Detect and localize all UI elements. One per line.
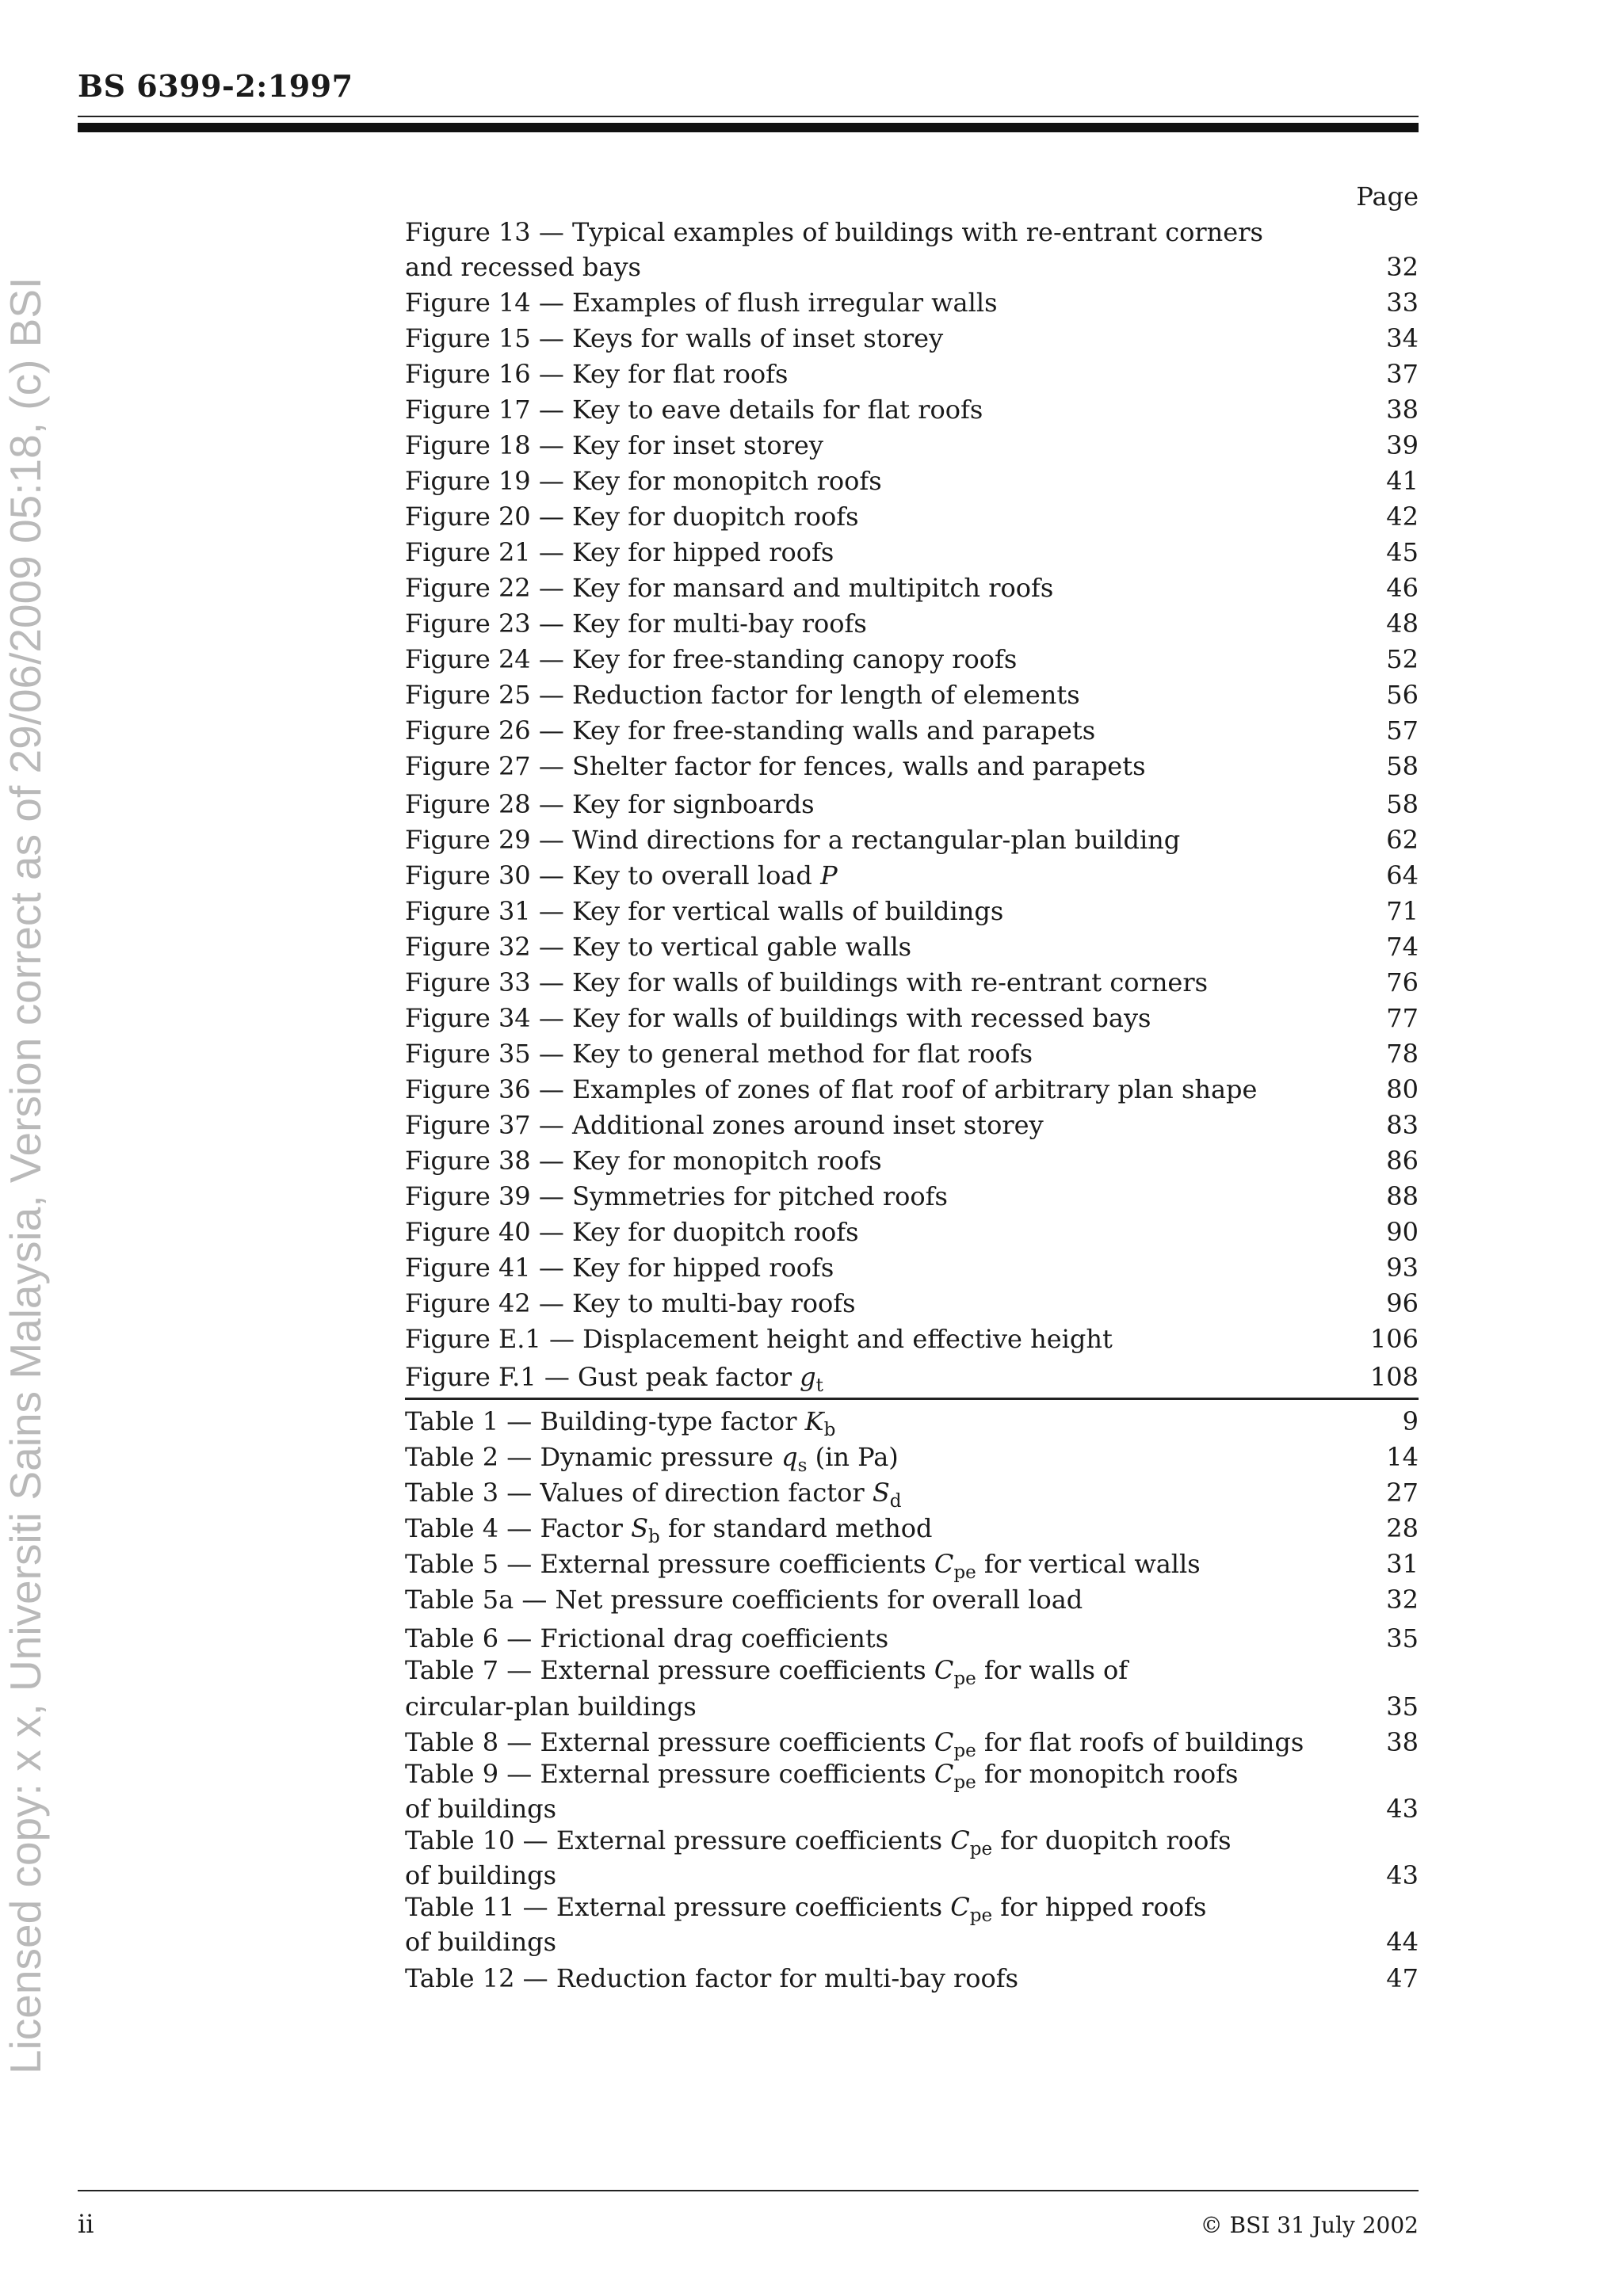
figure-entry-title [405, 608, 1386, 639]
figure-title-text: Figure 32 — Key to vertical gable walls [405, 932, 912, 962]
symbol-subscript: pe [969, 1838, 993, 1859]
figure-entry [405, 1354, 1419, 1396]
figure-title-text: Figure 26 — Key for free-standing walls and parapets [405, 715, 1096, 746]
table-title-text-cont: for flat roofs of buildings [983, 1727, 1304, 1757]
figure-page-number: 77 [1386, 1003, 1419, 1033]
figure-page-number: 46 [1386, 573, 1419, 603]
figures-list [405, 215, 1419, 1396]
figure-page-number: 33 [1386, 288, 1419, 318]
symbol-subscript: t [815, 1375, 823, 1396]
figure-title-text: Figure 15 — Keys for walls of inset storey [405, 323, 944, 353]
tables-list [405, 1401, 1419, 1993]
table-entry [405, 1615, 1419, 1653]
figure-entry [405, 1211, 1419, 1247]
figure-entry [405, 1318, 1419, 1354]
figure-entry-title [405, 1362, 1370, 1396]
figure-entry-title [405, 288, 1386, 318]
figure-entry [405, 962, 1419, 997]
figure-entry-title [405, 1217, 1386, 1247]
table-title-text: Table 4 — Factor [405, 1513, 623, 1543]
figure-page-number: 88 [1386, 1181, 1419, 1211]
figure-entry-title [405, 430, 1386, 460]
table-entry-title [405, 1794, 1386, 1824]
figure-entry-title [405, 715, 1386, 746]
table-entry [405, 1685, 1419, 1722]
figure-page-number: 41 [1386, 466, 1419, 496]
table-title-text: Table 6 — Frictional drag coefficients [405, 1623, 889, 1653]
table-title-text: Table 7 — External pressure coefficients [405, 1655, 926, 1685]
figure-title-text: Figure 37 — Additional zones around inset storey [405, 1110, 1044, 1140]
table-entry-title [405, 1892, 1419, 1926]
table-entry-title [405, 1727, 1386, 1761]
table-title-text-cont: for hipped roofs [1000, 1892, 1207, 1922]
table-title-text-cont: for walls of [983, 1655, 1128, 1685]
table-page-number: 35 [1386, 1691, 1419, 1722]
figure-title-text: Figure 24 — Key for free-standing canopy roofs [405, 644, 1018, 674]
symbol: g [800, 1362, 816, 1392]
table-entry-title [405, 1759, 1419, 1793]
figure-entry-title [405, 573, 1386, 603]
figure-title-text: Figure 20 — Key for duopitch roofs [405, 502, 859, 532]
table-title-text-cont: for vertical walls [983, 1549, 1201, 1579]
figure-title-text: Figure 25 — Reduction factor for length of elements [405, 680, 1080, 710]
figure-title-text: Figure 33 — Key for walls of buildings with re-entrant corners [405, 967, 1209, 997]
figure-page-number: 39 [1386, 430, 1419, 460]
figure-page-number: 76 [1386, 967, 1419, 997]
symbol-subscript: s [797, 1455, 808, 1476]
figure-page-number: 80 [1386, 1074, 1419, 1104]
table-page-number: 14 [1386, 1442, 1419, 1472]
figure-entry-title [405, 825, 1386, 855]
figure-page-number: 86 [1386, 1146, 1419, 1176]
table-page-number: 47 [1386, 1963, 1419, 1993]
figure-entry-title [405, 1110, 1386, 1140]
figure-page-number: 45 [1386, 537, 1419, 567]
header-thick-rule [78, 123, 1419, 132]
figure-title-text: Figure 35 — Key to general method for flat roofs [405, 1039, 1033, 1069]
figure-page-number: 62 [1386, 825, 1419, 855]
figure-entry-title [405, 537, 1386, 567]
figure-title-text: Figure 19 — Key for monopitch roofs [405, 466, 882, 496]
figure-title-text: Figure F.1 — Gust peak factor [405, 1362, 792, 1392]
figure-entry-title [405, 644, 1386, 674]
table-entry [405, 1579, 1419, 1615]
figure-entry [405, 603, 1419, 639]
figure-entry-title [405, 502, 1386, 532]
symbol-subscript: pe [953, 1668, 976, 1689]
table-title-text: Table 12 — Reduction factor for multi-bay roofs [405, 1963, 1019, 1993]
table-entry [405, 1722, 1419, 1761]
figure-title-text: Figure 13 — Typical examples of buildings with re-entrant corners [405, 217, 1263, 247]
table-entry [405, 1855, 1419, 1890]
figure-entry [405, 318, 1419, 353]
figure-entry [405, 1140, 1419, 1176]
table-title-text: Table 5a — Net pressure coefficients for overall load [405, 1585, 1083, 1615]
table-entry-title [405, 1825, 1419, 1859]
figure-page-number: 90 [1386, 1217, 1419, 1247]
table-entry-title [405, 1585, 1386, 1615]
symbol-subscript: pe [953, 1772, 976, 1793]
table-title-text: Table 9 — External pressure coefficients [405, 1759, 926, 1789]
figure-entry [405, 532, 1419, 567]
table-title-text: Table 11 — External pressure coefficients [405, 1892, 943, 1922]
table-entry-line1 [405, 1653, 1419, 1689]
figure-entry [405, 1283, 1419, 1318]
table-entry-title [405, 1927, 1386, 1957]
figure-entry [405, 1069, 1419, 1104]
figure-entry [405, 674, 1419, 710]
figure-title-text: Figure 42 — Key to multi-bay roofs [405, 1288, 856, 1318]
figure-page-number: 56 [1386, 680, 1419, 710]
figure-page-number: 57 [1386, 715, 1419, 746]
figure-entry [405, 891, 1419, 926]
table-entry [405, 1922, 1419, 1957]
figure-page-number: 58 [1386, 751, 1419, 781]
symbol-subscript: d [889, 1490, 902, 1512]
figure-entry-title [405, 395, 1386, 425]
symbol-subscript: pe [953, 1562, 976, 1583]
symbol: C [934, 1549, 954, 1579]
figure-entry [405, 247, 1419, 282]
figure-page-number: 71 [1386, 896, 1419, 926]
table-entry-title [405, 1655, 1419, 1689]
figure-entry-title [405, 896, 1386, 926]
table-title-text-cont: for monopitch roofs [983, 1759, 1239, 1789]
symbol: S [872, 1478, 890, 1508]
table-entry [405, 1401, 1419, 1440]
table-title-text: Table 2 — Dynamic pressure [405, 1442, 773, 1472]
table-entry-title [405, 1860, 1386, 1890]
figure-title-text: Figure 31 — Key for vertical walls of buildings [405, 896, 1004, 926]
header-thin-rule [78, 116, 1419, 117]
figure-title-text: Figure 18 — Key for inset storey [405, 430, 823, 460]
table-entry-line1 [405, 1757, 1419, 1793]
figure-title-text: Figure 21 — Key for hipped roofs [405, 537, 834, 567]
figure-title-text: Figure 28 — Key for signboards [405, 789, 815, 819]
figures-tables-separator [405, 1398, 1419, 1400]
table-title-text: Table 8 — External pressure coefficients [405, 1727, 926, 1757]
table-page-number: 27 [1386, 1478, 1419, 1508]
figure-title-text: Figure 16 — Key for flat roofs [405, 359, 789, 389]
table-title-text-cont: for standard method [667, 1513, 933, 1543]
table-page-number: 38 [1386, 1727, 1419, 1757]
table-entry-title [405, 1691, 1386, 1722]
table-title-text-cont: for duopitch roofs [1000, 1825, 1232, 1855]
figure-entry-title [405, 252, 1386, 282]
figure-entry-title [405, 789, 1386, 819]
table-title-text-cont: (in Pa) [815, 1442, 899, 1472]
symbol: S [631, 1513, 649, 1543]
table-entry [405, 1789, 1419, 1824]
table-entry-title [405, 1442, 1386, 1476]
symbol: q [781, 1442, 798, 1472]
figure-entry-title [405, 1181, 1386, 1211]
figure-title-text: Figure 38 — Key for monopitch roofs [405, 1146, 882, 1176]
figure-entry-title [405, 1288, 1386, 1318]
symbol-subscript: b [823, 1419, 836, 1440]
figure-page-number: 48 [1386, 608, 1419, 639]
license-watermark: Licensed copy: x x, Universiti Sains Malaysia, Version correct as of 29/06/2009 05:18, (c) BSI [1, 277, 50, 2074]
figure-page-number: 93 [1386, 1253, 1419, 1283]
figure-title-text: Figure 36 — Examples of zones of flat roof of arbitrary plan shape [405, 1074, 1258, 1104]
symbol-subscript: b [648, 1526, 660, 1547]
figure-entry-title [405, 1074, 1386, 1104]
figure-title-text: Figure 27 — Shelter factor for fences, walls and parapets [405, 751, 1146, 781]
figure-page-number: 78 [1386, 1039, 1419, 1069]
figure-entry-title [405, 1146, 1386, 1176]
figure-title-text: Figure E.1 — Displacement height and effective height [405, 1324, 1113, 1354]
table-title-text-line2: circular-plan buildings [405, 1691, 697, 1722]
figure-title-text-line2: and recessed bays [405, 252, 641, 282]
figure-page-number: 34 [1386, 323, 1419, 353]
figure-entry [405, 1104, 1419, 1140]
figure-entry [405, 1247, 1419, 1283]
figure-entry [405, 855, 1419, 891]
figure-entry [405, 781, 1419, 819]
figure-title-text: Figure 39 — Symmetries for pitched roofs [405, 1181, 948, 1211]
table-entry-title [405, 1406, 1403, 1440]
figure-entry [405, 819, 1419, 855]
figure-entry-title [405, 359, 1386, 389]
table-title-text-line2: of buildings [405, 1860, 557, 1890]
table-title-text: Table 1 — Building-type factor [405, 1406, 797, 1436]
table-entry [405, 1508, 1419, 1547]
figure-entry [405, 460, 1419, 496]
table-title-text: Table 5 — External pressure coefficients [405, 1549, 926, 1579]
symbol: P [820, 860, 838, 891]
table-title-text: Table 3 — Values of direction factor [405, 1478, 865, 1508]
figure-page-number: 32 [1386, 252, 1419, 282]
figure-title-text: Figure 41 — Key for hipped roofs [405, 1253, 834, 1283]
footer-rule [78, 2190, 1419, 2191]
symbol: C [934, 1727, 954, 1757]
figure-entry [405, 496, 1419, 532]
figure-entry-title [405, 1324, 1370, 1354]
figure-entry-title [405, 1003, 1386, 1033]
figure-entry [405, 353, 1419, 389]
page-column-heading: Page [1356, 181, 1419, 212]
figure-title-text: Figure 22 — Key for mansard and multipitch roofs [405, 573, 1054, 603]
figure-entry [405, 639, 1419, 674]
table-title-text-line2: of buildings [405, 1794, 557, 1824]
figure-entry [405, 1176, 1419, 1211]
figure-page-number: 64 [1386, 860, 1419, 891]
figure-title-text: Figure 23 — Key for multi-bay roofs [405, 608, 867, 639]
table-entry [405, 1436, 1419, 1476]
table-page-number: 43 [1386, 1860, 1419, 1890]
figure-entry-title [405, 680, 1386, 710]
table-title-text-line2: of buildings [405, 1927, 557, 1957]
table-entry-title [405, 1478, 1386, 1512]
figure-page-number: 42 [1386, 502, 1419, 532]
figure-entry [405, 926, 1419, 962]
figure-entry-title [405, 751, 1386, 781]
figure-title-text: Figure 34 — Key for walls of buildings with recessed bays [405, 1003, 1151, 1033]
page-number: ii [78, 2209, 94, 2239]
figure-page-number: 58 [1386, 789, 1419, 819]
figure-entry-title [405, 932, 1386, 962]
symbol-subscript: pe [953, 1740, 976, 1761]
figure-entry-title [405, 967, 1386, 997]
symbol: C [950, 1825, 970, 1855]
table-page-number: 35 [1386, 1623, 1419, 1653]
figure-title-text: Figure 40 — Key for duopitch roofs [405, 1217, 859, 1247]
table-title-text: Table 10 — External pressure coefficients [405, 1825, 943, 1855]
figure-page-number: 108 [1369, 1362, 1419, 1392]
figure-page-number: 83 [1386, 1110, 1419, 1140]
symbol: C [950, 1892, 970, 1922]
figure-page-number: 37 [1386, 359, 1419, 389]
figure-page-number: 38 [1386, 395, 1419, 425]
figure-title-text: Figure 14 — Examples of flush irregular walls [405, 288, 998, 318]
figure-entry-title [405, 466, 1386, 496]
figure-page-number: 106 [1369, 1324, 1419, 1354]
document-code: BS 6399-2:1997 [78, 68, 353, 104]
figure-entry [405, 567, 1419, 603]
symbol: C [934, 1655, 954, 1685]
table-page-number: 32 [1386, 1585, 1419, 1615]
figure-title-text: Figure 30 — Key to overall load [405, 860, 812, 891]
figure-page-number: 96 [1386, 1288, 1419, 1318]
table-entry-title [405, 1549, 1386, 1583]
figure-entry-title [405, 860, 1386, 891]
figure-entry-title [405, 1253, 1386, 1283]
table-entry [405, 1543, 1419, 1583]
figure-entry [405, 389, 1419, 425]
table-page-number: 9 [1402, 1406, 1419, 1436]
figure-entry [405, 425, 1419, 460]
figure-page-number: 74 [1386, 932, 1419, 962]
table-entry-title [405, 1963, 1386, 1993]
table-entry-line1 [405, 1890, 1419, 1926]
figure-entry-title [405, 1039, 1386, 1069]
table-entry-title [405, 1623, 1386, 1653]
copyright-notice: © BSI 31 July 2002 [1200, 2212, 1419, 2238]
symbol-subscript: pe [969, 1905, 993, 1926]
figure-entry-title [405, 217, 1419, 247]
table-entry [405, 1472, 1419, 1512]
table-entry-line1 [405, 1824, 1419, 1859]
figure-page-number: 52 [1386, 644, 1419, 674]
table-page-number: 31 [1386, 1549, 1419, 1579]
figure-entry-title [405, 323, 1386, 353]
figure-entry [405, 997, 1419, 1033]
table-page-number: 43 [1386, 1794, 1419, 1824]
figure-entry [405, 1033, 1419, 1069]
figure-entry-line1 [405, 215, 1419, 247]
figure-entry [405, 746, 1419, 781]
figure-title-text: Figure 29 — Wind directions for a rectangular-plan building [405, 825, 1181, 855]
table-page-number: 44 [1386, 1927, 1419, 1957]
symbol: K [804, 1406, 824, 1436]
table-page-number: 28 [1386, 1513, 1419, 1543]
figure-entry [405, 282, 1419, 318]
figure-entry [405, 710, 1419, 746]
table-entry [405, 1957, 1419, 1993]
table-entry-title [405, 1513, 1386, 1547]
figure-title-text: Figure 17 — Key to eave details for flat roofs [405, 395, 983, 425]
symbol: C [934, 1759, 954, 1789]
